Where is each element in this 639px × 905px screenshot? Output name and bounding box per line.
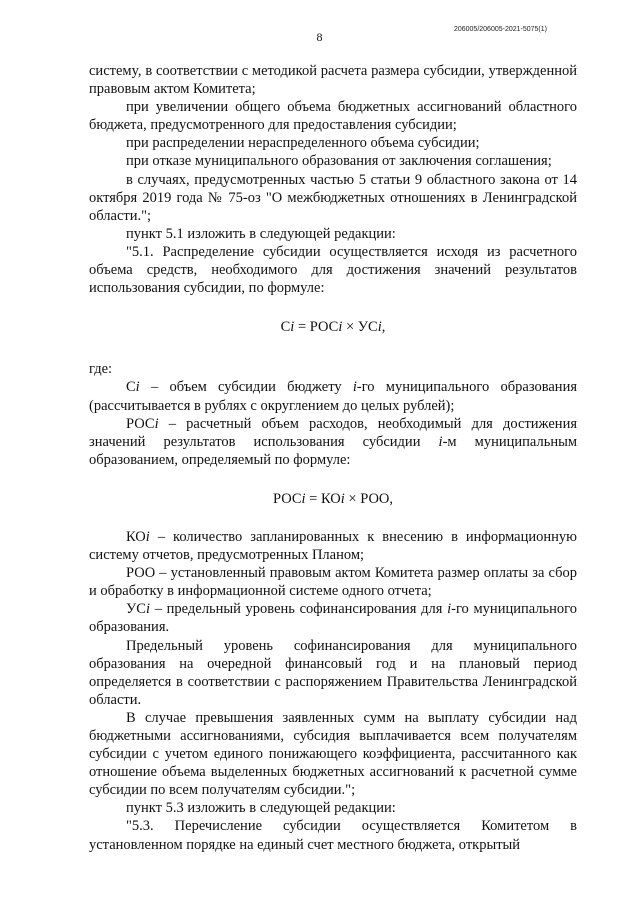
paragraph-rosi-definition: РОСi – расчетный объем расходов, необходимый для достижения значений результатов использования субсидии i-м муниципальным образованием, определяемый по формуле: — [89, 415, 577, 468]
formula-1: Сi = РОСi × УСi, — [280, 319, 386, 336]
paragraph-excess-claims: В случае превышения заявленных сумм на выплату субсидии над бюджетными ассигнованиями, субсидия выплачивается всем получателям субсидии с учетом единого понижающего коэффициента, рассчитанного как отношение объема выделенных бюджетных ассигнований к расчетной сумме субсидии по всем получателям субсидии."; — [89, 709, 577, 799]
paragraph-6: пункт 5.1 изложить в следующей редакции: — [126, 225, 396, 242]
paragraph-item-5-3-intro: пункт 5.3 изложить в следующей редакции: — [126, 800, 396, 817]
page-number: 8 — [316, 30, 323, 44]
paragraph-usi-definition: УСi – предельный уровень софинансирования для i-го муниципального образования. — [89, 601, 577, 636]
formula-2: РОСi = КОi × РОО, — [272, 490, 394, 507]
paragraph-1: системy, в соответствии с методикой расчета размера субсидии, утвержденной правовым актом Комитета; — [89, 63, 577, 98]
paragraph-2: при увеличении общего объема бюджетных ассигнований областного бюджета, предусмотренного для предоставления субсидии; — [89, 99, 577, 134]
paragraph-ci-definition: Сi – объем субсидии бюджету i-го муниципального образования (рассчитывается в рублях с округлением до целых рублей); — [89, 379, 577, 414]
paragraph-5: в случаях, предусмотренных частью 5 статьи 9 областного закона от 14 октября 2019 года № 75-оз "О межбюджетных отношениях в Ленинградской области."; — [89, 171, 577, 224]
paragraph-3: при распределении нераспределенного объема субсидии; — [126, 135, 480, 152]
paragraph-koi-definition: КОi – количество запланированных к внесению в информационную систему отчетов, предусмотренных Планом; — [89, 528, 577, 564]
paragraph-roo-definition: РОО – установленный правовым актом Комитета размер оплаты за сбор и обработку в информационной системе одного отчета; — [89, 565, 577, 600]
document-id: 206005/206005-2021-5075(1) — [453, 26, 547, 33]
paragraph-cofinancing-level: Предельный уровень софинансирования для муниципального образования на очередной финансовый год и на плановый период определяется в соответствии с распоряжением Правительства Ленинградской области. — [89, 637, 577, 708]
paragraph-item-5-3: "5.3. Перечисление субсидии осуществляется Комитетом в установленном порядке на единый счет местного бюджета, открытый — [89, 818, 577, 853]
paragraph-where: где: — [89, 361, 113, 378]
paragraph-4: при отказе муниципального образования от заключения соглашения; — [126, 153, 552, 170]
document-body — [89, 62, 577, 854]
paragraph-7: "5.1. Распределение субсидии осуществляется исходя из расчетного объема средств, необходимого для достижения значений результатов использования субсидии, по формуле: — [89, 243, 577, 297]
